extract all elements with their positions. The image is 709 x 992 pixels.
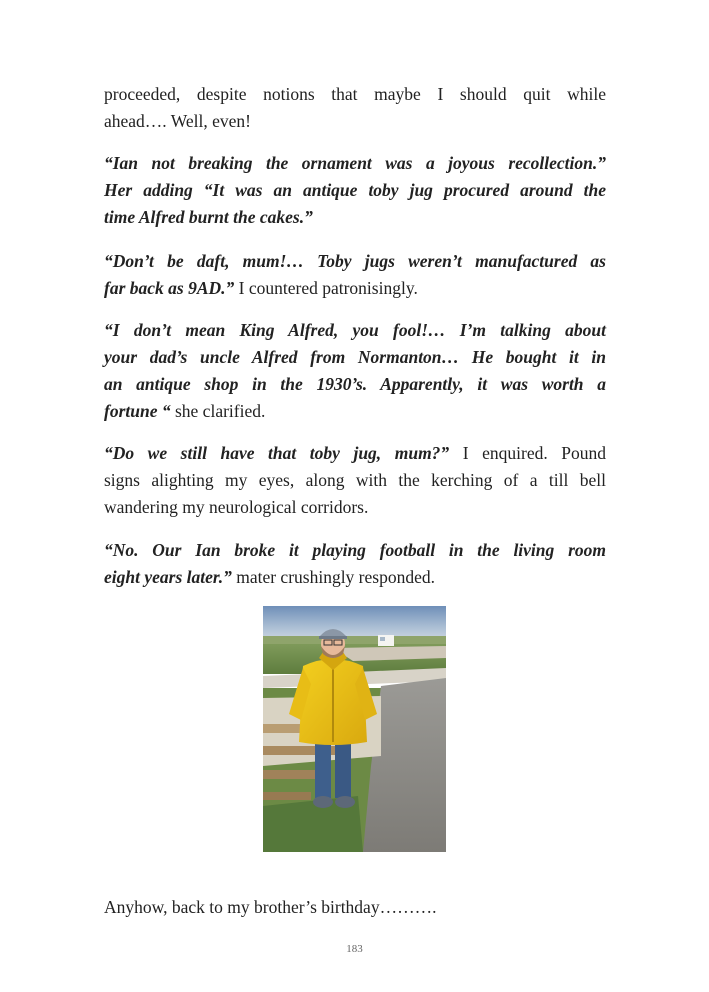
text-line: ahead…. Well, even! <box>104 111 251 131</box>
text-line: wandering my neurological corridors. <box>104 497 369 517</box>
text-line: Anyhow, back to my brother’s birthday………. <box>104 897 437 917</box>
quote-line: “No. Our Ian broke it playing football in the living room <box>104 540 606 560</box>
quote-line: Her adding “It was an antique toby jug procured around the <box>104 180 606 200</box>
paragraph-intro <box>104 81 606 135</box>
quote-line: “I don’t mean King Alfred, you fool!… I’m talking about <box>104 320 606 340</box>
narration-fragment: mater crushingly responded. <box>231 567 435 587</box>
quote-fragment: “Do we still have that toby jug, mum?” <box>104 443 450 463</box>
narration-fragment: I countered patronisingly. <box>234 278 418 298</box>
text-line: signs alighting my eyes, along with the kerching of a till bell <box>104 470 606 490</box>
quote-fragment: fortune “ <box>104 401 171 421</box>
mixed-line <box>104 440 606 467</box>
paragraph-football <box>104 537 606 591</box>
page-number: 183 <box>346 943 363 955</box>
quote-line: your dad’s uncle Alfred from Normanton… He bought it in <box>104 347 606 367</box>
quote-line: “Don’t be daft, mum!… Toby jugs weren’t manufactured as <box>104 251 606 271</box>
quote-line: an antique shop in the 1930’s. Apparently, it was worth a <box>104 374 606 394</box>
paragraph-toby-jug <box>104 440 606 521</box>
paragraph-ornament-quote <box>104 150 606 231</box>
quote-line: “Ian not breaking the ornament was a joyous recollection.” <box>104 153 606 173</box>
photo-illustration <box>263 606 446 852</box>
paragraph-dont-be-daft <box>104 248 606 302</box>
paragraph-anyhow <box>104 894 606 921</box>
quote-fragment: far back as 9AD.” <box>104 278 235 298</box>
narration-fragment: she clarified. <box>170 401 266 421</box>
mixed-line <box>104 398 606 425</box>
paragraph-king-alfred <box>104 317 606 425</box>
quote-line: time Alfred burnt the cakes.” <box>104 207 313 227</box>
text-line: proceeded, despite notions that maybe I should quit while <box>104 84 606 104</box>
mixed-line <box>104 564 606 591</box>
narration-fragment: I enquired. Pound <box>449 443 606 463</box>
mixed-line <box>104 275 606 302</box>
photo-man-yellow-jacket <box>263 606 446 852</box>
quote-fragment: eight years later.” <box>104 567 232 587</box>
